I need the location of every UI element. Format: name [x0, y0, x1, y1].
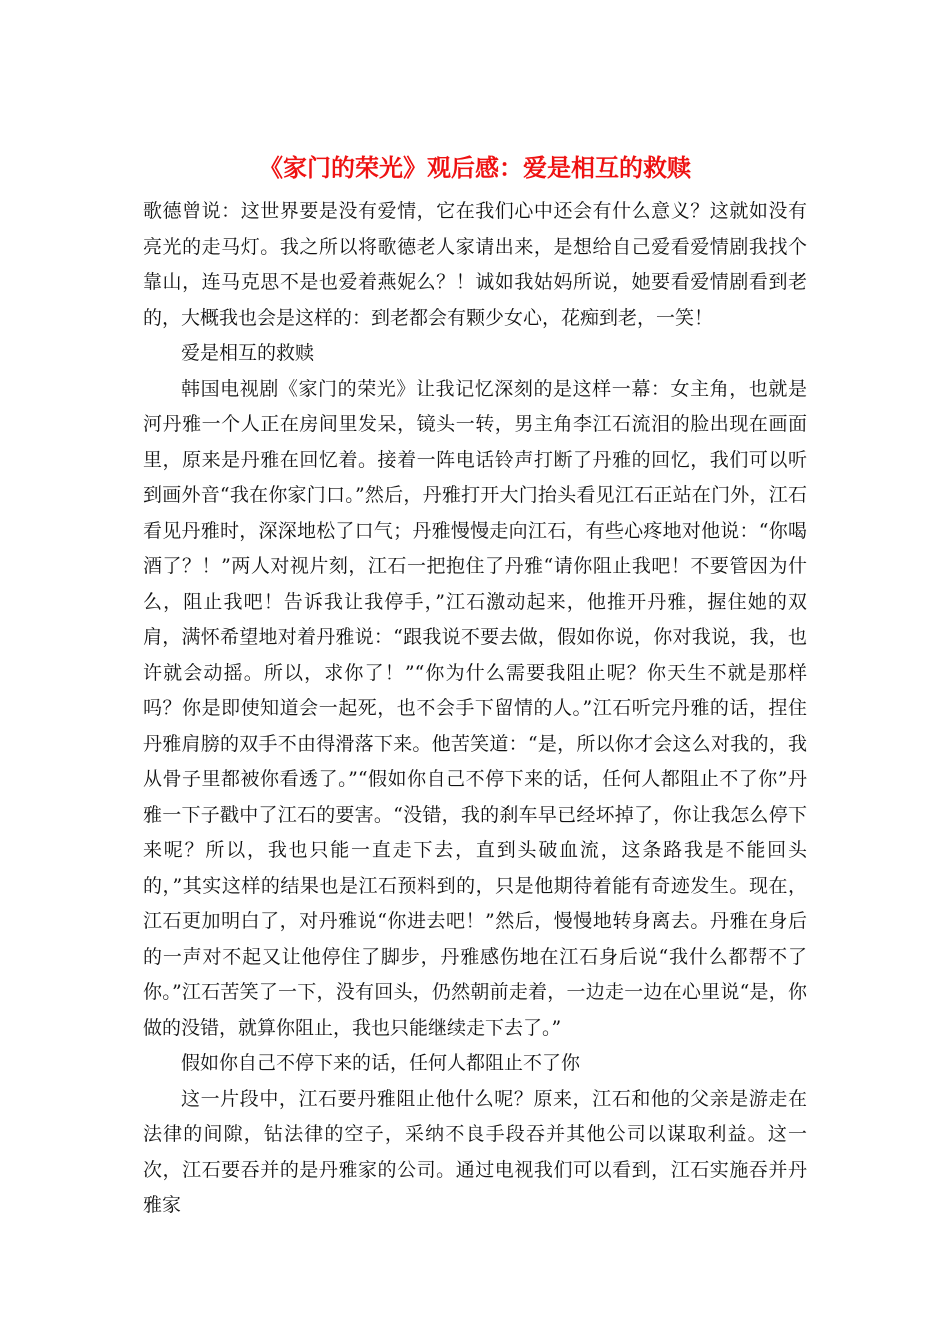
section-heading: 假如你自己不停下来的话，任何人都阻止不了你 — [181, 1052, 581, 1074]
paragraph: 歌德曾说：这世界要是没有爱情，它在我们心中还会有什么意义？这就如没有亮光的走马灯。我之所以将歌德老人家请出来，是想给自己爱看爱情剧我找个靠山，连马克思不是也爱着燕妮么？！诚如我姑妈所说，她要看爱情剧看到老的，大概我也会是这样的：到老都会有颗少女心，花痴到老，一笑！ — [143, 200, 807, 329]
paragraph: 韩国电视剧《家门的荣光》让我记忆深刻的是这样一幕：女主角，也就是河丹雅一个人正在房间里发呆，镜头一转，男主角李江石流泪的脸出现在画面里，原来是丹雅在回忆着。接着一阵电话铃声打断了丹雅的回忆，我们可以听到画外音“我在你家门口。”然后，丹雅打开大门抬头看见江石正站在门外，江石看见丹雅时，深深地松了口气；丹雅慢慢走向江石，有些心疼地对他说：“你喝酒了？！”两人对视片刻，江石一把抱住了丹雅“请你阻止我吧！不要管因为什么，阻止我吧！告诉我让我停手，”江石激动起来，他推开丹雅，握住她的双肩，满怀希望地对着丹雅说：“跟我说不要去做，假如你说，你对我说，我，也许就会动摇。所以，求你了！”“你为什么需要我阻止呢？你天生不就是那样吗？你是即使知道会一起死，也不会手下留情的人。”江石听完丹雅的话，捏住丹雅肩膀的双手不由得滑落下来。他苦笑道：“是，所以你才会这么对我的，我从骨子里都被你看透了。”“假如你自己不停下来的话，任何人都阻止不了你”丹雅一下子戳中了江石的要害。“没错，我的刹车早已经坏掉了，你让我怎么停下来呢？所以，我也只能一直走下去，直到头破血流，这条路我是不能回头的，”其实这样的结果也是江石预料到的，只是他期待着能有奇迹发生。现在，江石更加明白了，对丹雅说“你进去吧！”然后，慢慢地转身离去。丹雅在身后的一声对不起又让他停住了脚步，丹雅感伤地在江石身后说“我什么都帮不了你。”江石苦笑了一下，没有回头，仍然朝前走着，一边走一边在心里说“是，你做的没错，就算你阻止，我也只能继续走下去了。” — [143, 377, 807, 1039]
section-heading: 爱是相互的救赎 — [181, 342, 315, 364]
paragraph: 这一片段中，江石要丹雅阻止他什么呢？原来，江石和他的父亲是游走在法律的间隙，钻法律的空子，采纳不良手段吞并其他公司以谋取利益。这一次，江石要吞并的是丹雅家的公司。通过电视我们可以看到，江石实施吞并丹雅家 — [143, 1087, 807, 1216]
document-title: 《家门的荣光》观后感：爱是相互的救赎 — [259, 153, 691, 182]
document-body — [143, 194, 807, 1224]
